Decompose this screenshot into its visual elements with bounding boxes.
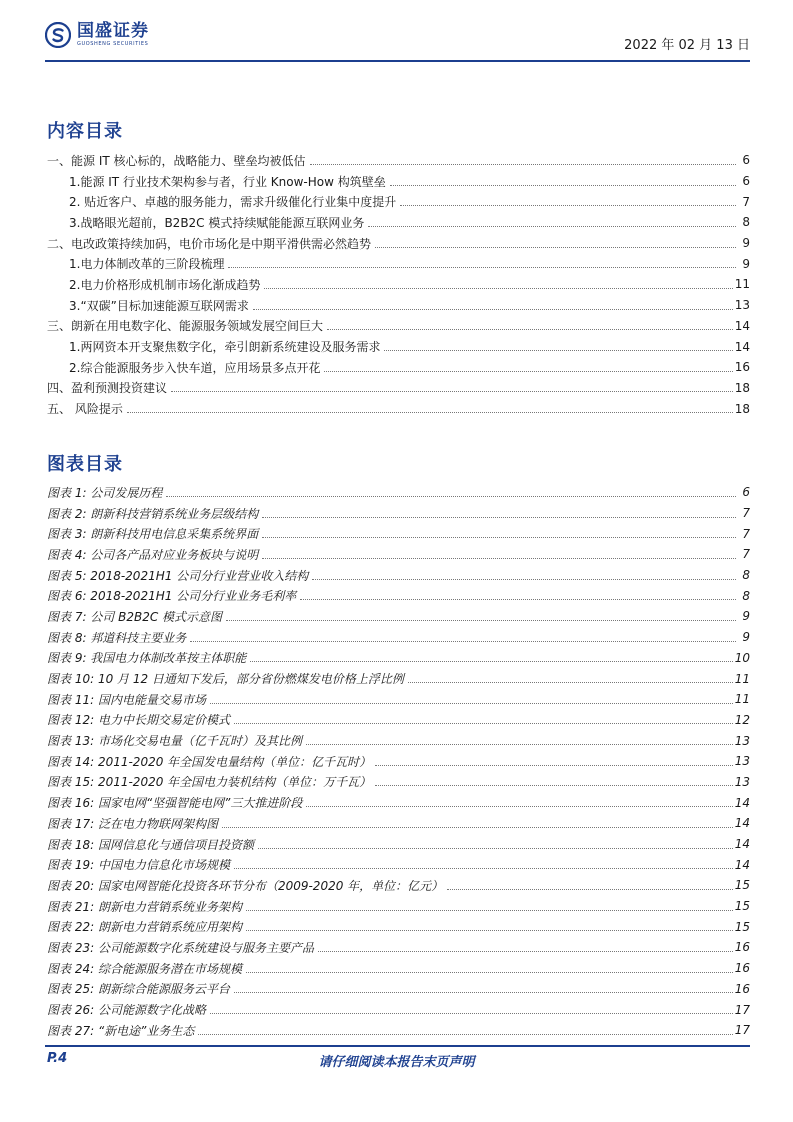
- toc-entry-page: 18: [734, 380, 750, 395]
- figure-entry-page: 15: [734, 899, 750, 914]
- toc-entry-page: 13: [734, 298, 750, 313]
- figure-entry-page: 14: [734, 837, 750, 852]
- figure-entry-page: 16: [734, 940, 750, 955]
- figure-entry[interactable]: [47, 503, 750, 524]
- dot-leader: [324, 371, 732, 372]
- figure-entry-text: 图表 24: 综合能源服务潜在市场规模: [47, 961, 242, 976]
- figure-entry[interactable]: [47, 1020, 750, 1041]
- toc-entry[interactable]: [47, 233, 750, 254]
- toc-entry[interactable]: [47, 357, 750, 378]
- figure-entry-page: 14: [734, 816, 750, 831]
- figure-entry-page: 16: [734, 961, 750, 976]
- dot-leader: [306, 744, 733, 745]
- figure-entry-text: 图表 12: 电力中长期交易定价模式: [47, 713, 230, 728]
- figure-entry-text: 图表 13: 市场化交易电量（亿千瓦时）及其比例: [47, 734, 302, 749]
- figure-entry-page: 14: [734, 857, 750, 872]
- guosheng-logo-icon: [45, 22, 71, 48]
- figure-entry[interactable]: [47, 482, 750, 503]
- figure-entry-text: 图表 18: 国网信息化与通信项目投资额: [47, 837, 254, 852]
- toc-entry-text: 一、能源 IT 核心标的，战略能力、壁垒均被低估: [47, 153, 306, 168]
- toc-entry-text: 3.战略眼光超前，B2B2C 模式持续赋能能源互联网业务: [69, 215, 365, 230]
- figure-entry[interactable]: [47, 999, 750, 1020]
- figure-entry[interactable]: [47, 565, 750, 586]
- dot-leader: [246, 910, 733, 911]
- figure-entry-page: 11: [734, 692, 750, 707]
- figure-entry-page: 8: [742, 588, 750, 603]
- figure-entry[interactable]: [47, 648, 750, 669]
- page-header: [45, 22, 750, 62]
- figure-entry[interactable]: [47, 751, 750, 772]
- figure-entry[interactable]: [47, 813, 750, 834]
- figure-entry-page: 6: [742, 485, 750, 500]
- figure-entry-page: 11: [734, 671, 750, 686]
- toc-entry-text: 二、电改政策持续加码，电价市场化是中期平滑供需必然趋势: [47, 236, 372, 251]
- figure-entry-text: 图表 23: 公司能源数字化系统建设与服务主要产品: [47, 940, 314, 955]
- figure-entry[interactable]: [47, 958, 750, 979]
- toc-entry-page: 18: [734, 401, 750, 416]
- figure-entry-page: 9: [742, 630, 750, 645]
- figure-entry[interactable]: [47, 544, 750, 565]
- toc-entry-text: 2.电力价格形成机制市场化渐成趋势: [69, 277, 261, 292]
- dot-leader: [246, 930, 733, 931]
- figure-entry-text: 图表 16: 国家电网“坚强智能电网”三大推进阶段: [47, 796, 303, 811]
- toc-entry[interactable]: [47, 295, 750, 316]
- figure-entry[interactable]: [47, 875, 750, 896]
- toc-entry-text: 三、朗新在用电数字化、能源服务领域发展空间巨大: [47, 319, 324, 334]
- toc-entry[interactable]: [47, 316, 750, 337]
- toc-entry-text: 2. 贴近客户、卓越的服务能力，需求升级催化行业集中度提升: [69, 195, 397, 210]
- dot-leader: [447, 889, 733, 890]
- figure-entry-text: 图表 21: 朗新电力营销系统业务架构: [47, 899, 242, 914]
- figure-entry-page: 7: [742, 526, 750, 541]
- dot-leader: [408, 682, 733, 683]
- dot-leader: [210, 1013, 733, 1014]
- toc-entry[interactable]: [47, 336, 750, 357]
- toc-entry-text: 1.电力体制改革的三阶段梳理: [69, 257, 225, 272]
- disclaimer-note: 请仔细阅读本报告末页声明: [318, 1055, 475, 1070]
- figure-entry[interactable]: [47, 896, 750, 917]
- dot-leader: [264, 288, 732, 289]
- toc-entry-page: 8: [742, 215, 750, 230]
- figure-entry-page: 17: [734, 1023, 750, 1038]
- dot-leader: [310, 164, 737, 165]
- figure-entry[interactable]: [47, 606, 750, 627]
- dot-leader: [228, 267, 736, 268]
- dot-leader: [318, 951, 733, 952]
- toc-entry-text: 五、 风险提示: [47, 402, 123, 417]
- company-logo: [45, 22, 149, 48]
- logo-english-name: GUOSHENG SECURITIES: [77, 41, 149, 47]
- dot-leader: [368, 226, 736, 227]
- dot-leader: [306, 806, 732, 807]
- dot-leader: [390, 185, 736, 186]
- toc-entry-page: 11: [734, 277, 750, 292]
- toc-entry[interactable]: [47, 171, 750, 192]
- dot-leader: [400, 205, 736, 206]
- toc-entry-text: 四、盈利预测投资建议: [47, 381, 168, 396]
- figure-entry[interactable]: [47, 523, 750, 544]
- figure-entry-text: 图表 26: 公司能源数字化战略: [47, 1003, 206, 1018]
- toc-entry[interactable]: [47, 378, 750, 399]
- figure-entry-text: 图表 4: 公司各产品对应业务板块与说明: [47, 547, 259, 562]
- figure-entry[interactable]: [47, 854, 750, 875]
- figure-entry[interactable]: [47, 710, 750, 731]
- dot-leader: [190, 641, 736, 642]
- figure-entry-page: 13: [734, 774, 750, 789]
- dot-leader: [375, 247, 736, 248]
- contents-list: [47, 150, 750, 419]
- figure-entry[interactable]: [47, 792, 750, 813]
- figure-entry[interactable]: [47, 916, 750, 937]
- dot-leader: [171, 391, 733, 392]
- figures-title: 图表目录: [47, 454, 123, 475]
- figure-entry-text: 图表 3: 朗新科技用电信息采集系统界面: [47, 527, 259, 542]
- toc-entry[interactable]: [47, 191, 750, 212]
- figure-entry[interactable]: [47, 937, 750, 958]
- footer-divider: [45, 1045, 750, 1047]
- logo-chinese-name: 国盛证券: [77, 21, 149, 41]
- figure-entry-text: 图表 19: 中国电力信息化市场规模: [47, 858, 230, 873]
- figure-entry[interactable]: [47, 585, 750, 606]
- dot-leader: [327, 329, 733, 330]
- dot-leader: [234, 723, 733, 724]
- report-date: 2022 年 02 月 13 日: [624, 38, 750, 53]
- figure-entry-page: 15: [734, 919, 750, 934]
- toc-entry-text: 3.“双碳”目标加速能源互联网需求: [69, 298, 249, 313]
- toc-entry-text: 2.综合能源服务步入快车道，应用场景多点开花: [69, 360, 321, 375]
- toc-entry-page: 7: [742, 194, 750, 209]
- dot-leader: [234, 992, 733, 993]
- figure-entry[interactable]: [47, 834, 750, 855]
- figure-entry-text: 图表 2: 朗新科技营销系统业务层级结构: [47, 506, 259, 521]
- dot-leader: [222, 827, 733, 828]
- figure-entry-text: 图表 15: 2011-2020 年全国电力装机结构（单位：万千瓦）: [47, 775, 372, 790]
- figure-entry-page: 13: [734, 733, 750, 748]
- toc-entry[interactable]: [47, 212, 750, 233]
- dot-leader: [312, 579, 736, 580]
- figure-entry[interactable]: [47, 668, 750, 689]
- figure-entry-text: 图表 5: 2018-2021H1 公司分行业营业收入结构: [47, 568, 309, 583]
- figure-entry[interactable]: [47, 772, 750, 793]
- toc-entry-page: 6: [742, 153, 750, 168]
- figure-entry-text: 图表 9: 我国电力体制改革按主体职能: [47, 651, 247, 666]
- toc-title: 内容目录: [47, 121, 123, 142]
- figure-entry-text: 图表 25: 朗新综合能源服务云平台: [47, 982, 230, 997]
- figure-entry-page: 9: [742, 609, 750, 624]
- figure-entry-page: 10: [734, 650, 750, 665]
- toc-entry-page: 6: [742, 174, 750, 189]
- figure-entry-text: 图表 10: 10 月 12 日通知下发后，部分省份燃煤发电价格上浮比例: [47, 672, 404, 687]
- figure-entry-page: 14: [734, 795, 750, 810]
- toc-entry[interactable]: [47, 253, 750, 274]
- figure-entry-text: 图表 7: 公司 B2B2C 模式示意图: [47, 609, 223, 624]
- dot-leader: [262, 517, 736, 518]
- figure-entry-page: 7: [742, 506, 750, 521]
- figure-entry-text: 图表 11: 国内电能量交易市场: [47, 692, 206, 707]
- figure-entry-text: 图表 8: 邦道科技主要业务: [47, 630, 187, 645]
- figure-entry[interactable]: [47, 627, 750, 648]
- toc-entry-page: 9: [742, 236, 750, 251]
- toc-entry[interactable]: [47, 274, 750, 295]
- dot-leader: [226, 620, 736, 621]
- toc-entry[interactable]: [47, 150, 750, 171]
- figure-entry-page: 16: [734, 981, 750, 996]
- figure-entry-text: 图表 27: “新电途”业务生态: [47, 1023, 195, 1038]
- dot-leader: [210, 703, 733, 704]
- toc-entry-page: 14: [734, 318, 750, 333]
- figure-entry-page: 8: [742, 568, 750, 583]
- dot-leader: [250, 661, 732, 662]
- figures-list: [47, 482, 750, 1041]
- dot-leader: [375, 785, 733, 786]
- dot-leader: [258, 848, 733, 849]
- figure-entry-page: 17: [734, 1002, 750, 1017]
- dot-leader: [384, 350, 732, 351]
- dot-leader: [253, 309, 733, 310]
- figure-entry-text: 图表 17: 泛在电力物联网架构图: [47, 816, 218, 831]
- dot-leader: [262, 558, 736, 559]
- figure-entry-text: 图表 22: 朗新电力营销系统应用架构: [47, 920, 242, 935]
- figure-entry[interactable]: [47, 730, 750, 751]
- figure-entry-page: 15: [734, 878, 750, 893]
- toc-entry-text: 1.能源 IT 行业技术架构参与者，行业 Know-How 构筑壁垒: [69, 174, 386, 189]
- figure-entry-page: 13: [734, 754, 750, 769]
- figure-entry[interactable]: [47, 689, 750, 710]
- dot-leader: [198, 1034, 732, 1035]
- dot-leader: [375, 765, 733, 766]
- toc-entry-page: 14: [734, 339, 750, 354]
- dot-leader: [300, 599, 736, 600]
- figure-entry-text: 图表 6: 2018-2021H1 公司分行业业务毛利率: [47, 589, 297, 604]
- dot-leader: [234, 868, 733, 869]
- figure-entry-text: 图表 1: 公司发展历程: [47, 485, 163, 500]
- toc-entry-page: 16: [734, 360, 750, 375]
- dot-leader: [246, 972, 733, 973]
- figure-entry-page: 12: [734, 712, 750, 727]
- dot-leader: [127, 412, 733, 413]
- page-number: P.4: [47, 1051, 68, 1066]
- figure-entry-text: 图表 20: 国家电网智能化投资各环节分布（2009-2020 年，单位：亿元）: [47, 878, 444, 893]
- dot-leader: [262, 537, 736, 538]
- toc-entry[interactable]: [47, 398, 750, 419]
- header-divider: [45, 60, 750, 62]
- figure-entry[interactable]: [47, 979, 750, 1000]
- figure-entry-text: 图表 14: 2011-2020 年全国发电量结构（单位：亿千瓦时）: [47, 754, 372, 769]
- toc-entry-text: 1.两网资本开支聚焦数字化，牵引朗新系统建设及服务需求: [69, 340, 381, 355]
- dot-leader: [166, 496, 736, 497]
- toc-entry-page: 9: [742, 256, 750, 271]
- figure-entry-page: 7: [742, 547, 750, 562]
